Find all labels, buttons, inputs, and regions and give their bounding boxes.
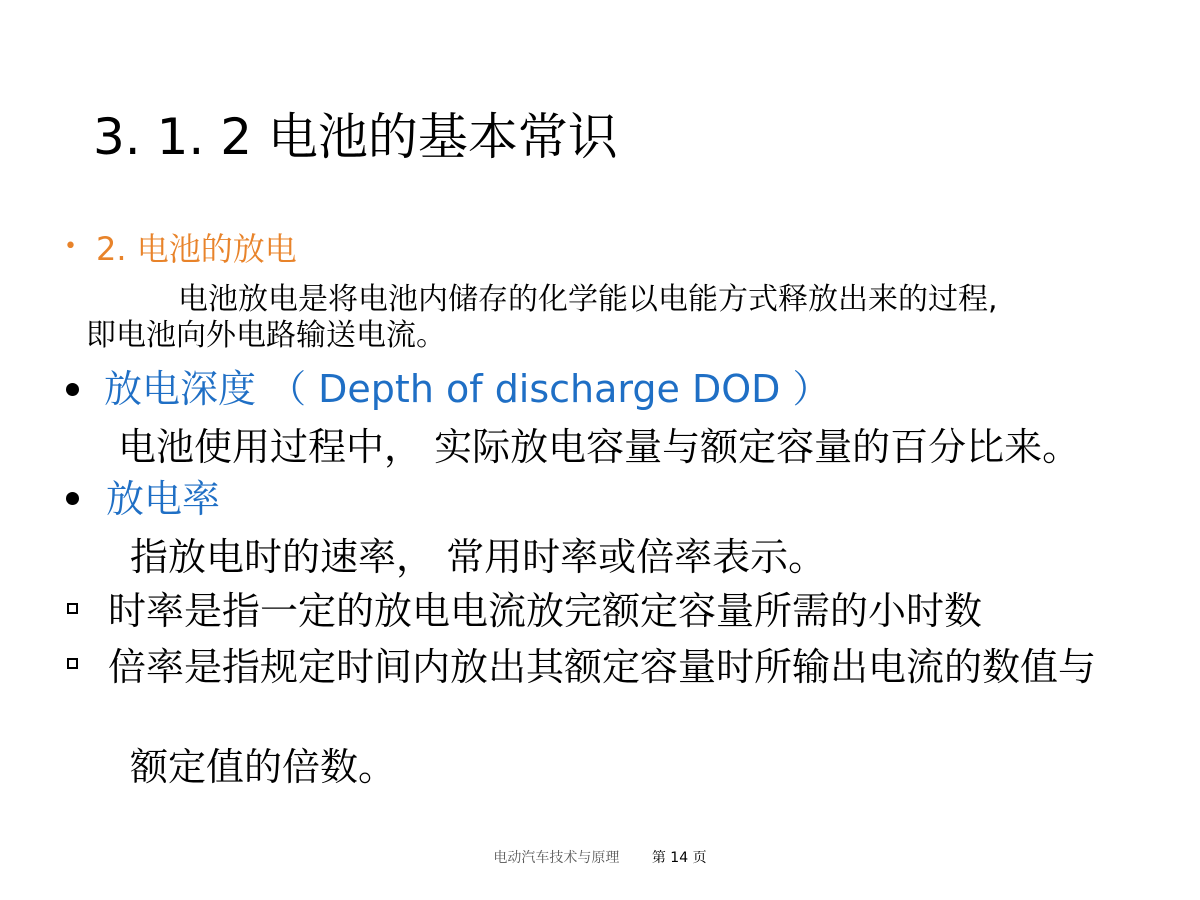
section-label: 2. 电池的放电 (96, 230, 297, 268)
discharge-rate-heading: 放电率 (106, 477, 221, 521)
intro-line-1: 电池放电是将电池内储存的化学能以电能方式释放出来的过程, (178, 282, 998, 317)
sub-item-c-rate: 倍率是指规定时间内放出其额定容量时所输出电流的数值与 (108, 645, 1097, 689)
footer-page-number: 第 14 页 (651, 850, 707, 866)
slide-title: 3. 1. 2 电池的基本常识 (93, 108, 618, 166)
footer-book-title: 电动汽车技术与原理 (493, 850, 620, 866)
sub-item-c-rate-continuation: 额定值的倍数。 (130, 745, 397, 789)
section-bullet: • (64, 234, 77, 259)
bullet-dot-icon (66, 492, 79, 505)
square-bullet-icon (67, 603, 78, 614)
discharge-rate-description: 指放电时的速率， 常用时率或倍率表示。 (130, 535, 827, 579)
bullet-dot-icon (66, 383, 79, 396)
dod-heading: 放电深度 （ Depth of discharge DOD ） (104, 367, 831, 411)
slide-footer (0, 848, 1200, 868)
square-bullet-icon (67, 658, 78, 669)
sub-item-hour-rate: 时率是指一定的放电电流放完额定容量所需的小时数 (108, 589, 983, 633)
intro-line-2: 即电池向外电路输送电流。 (86, 318, 446, 353)
dod-description: 电池使用过程中， 实际放电容量与额定容量的百分比来。 (118, 425, 1081, 469)
